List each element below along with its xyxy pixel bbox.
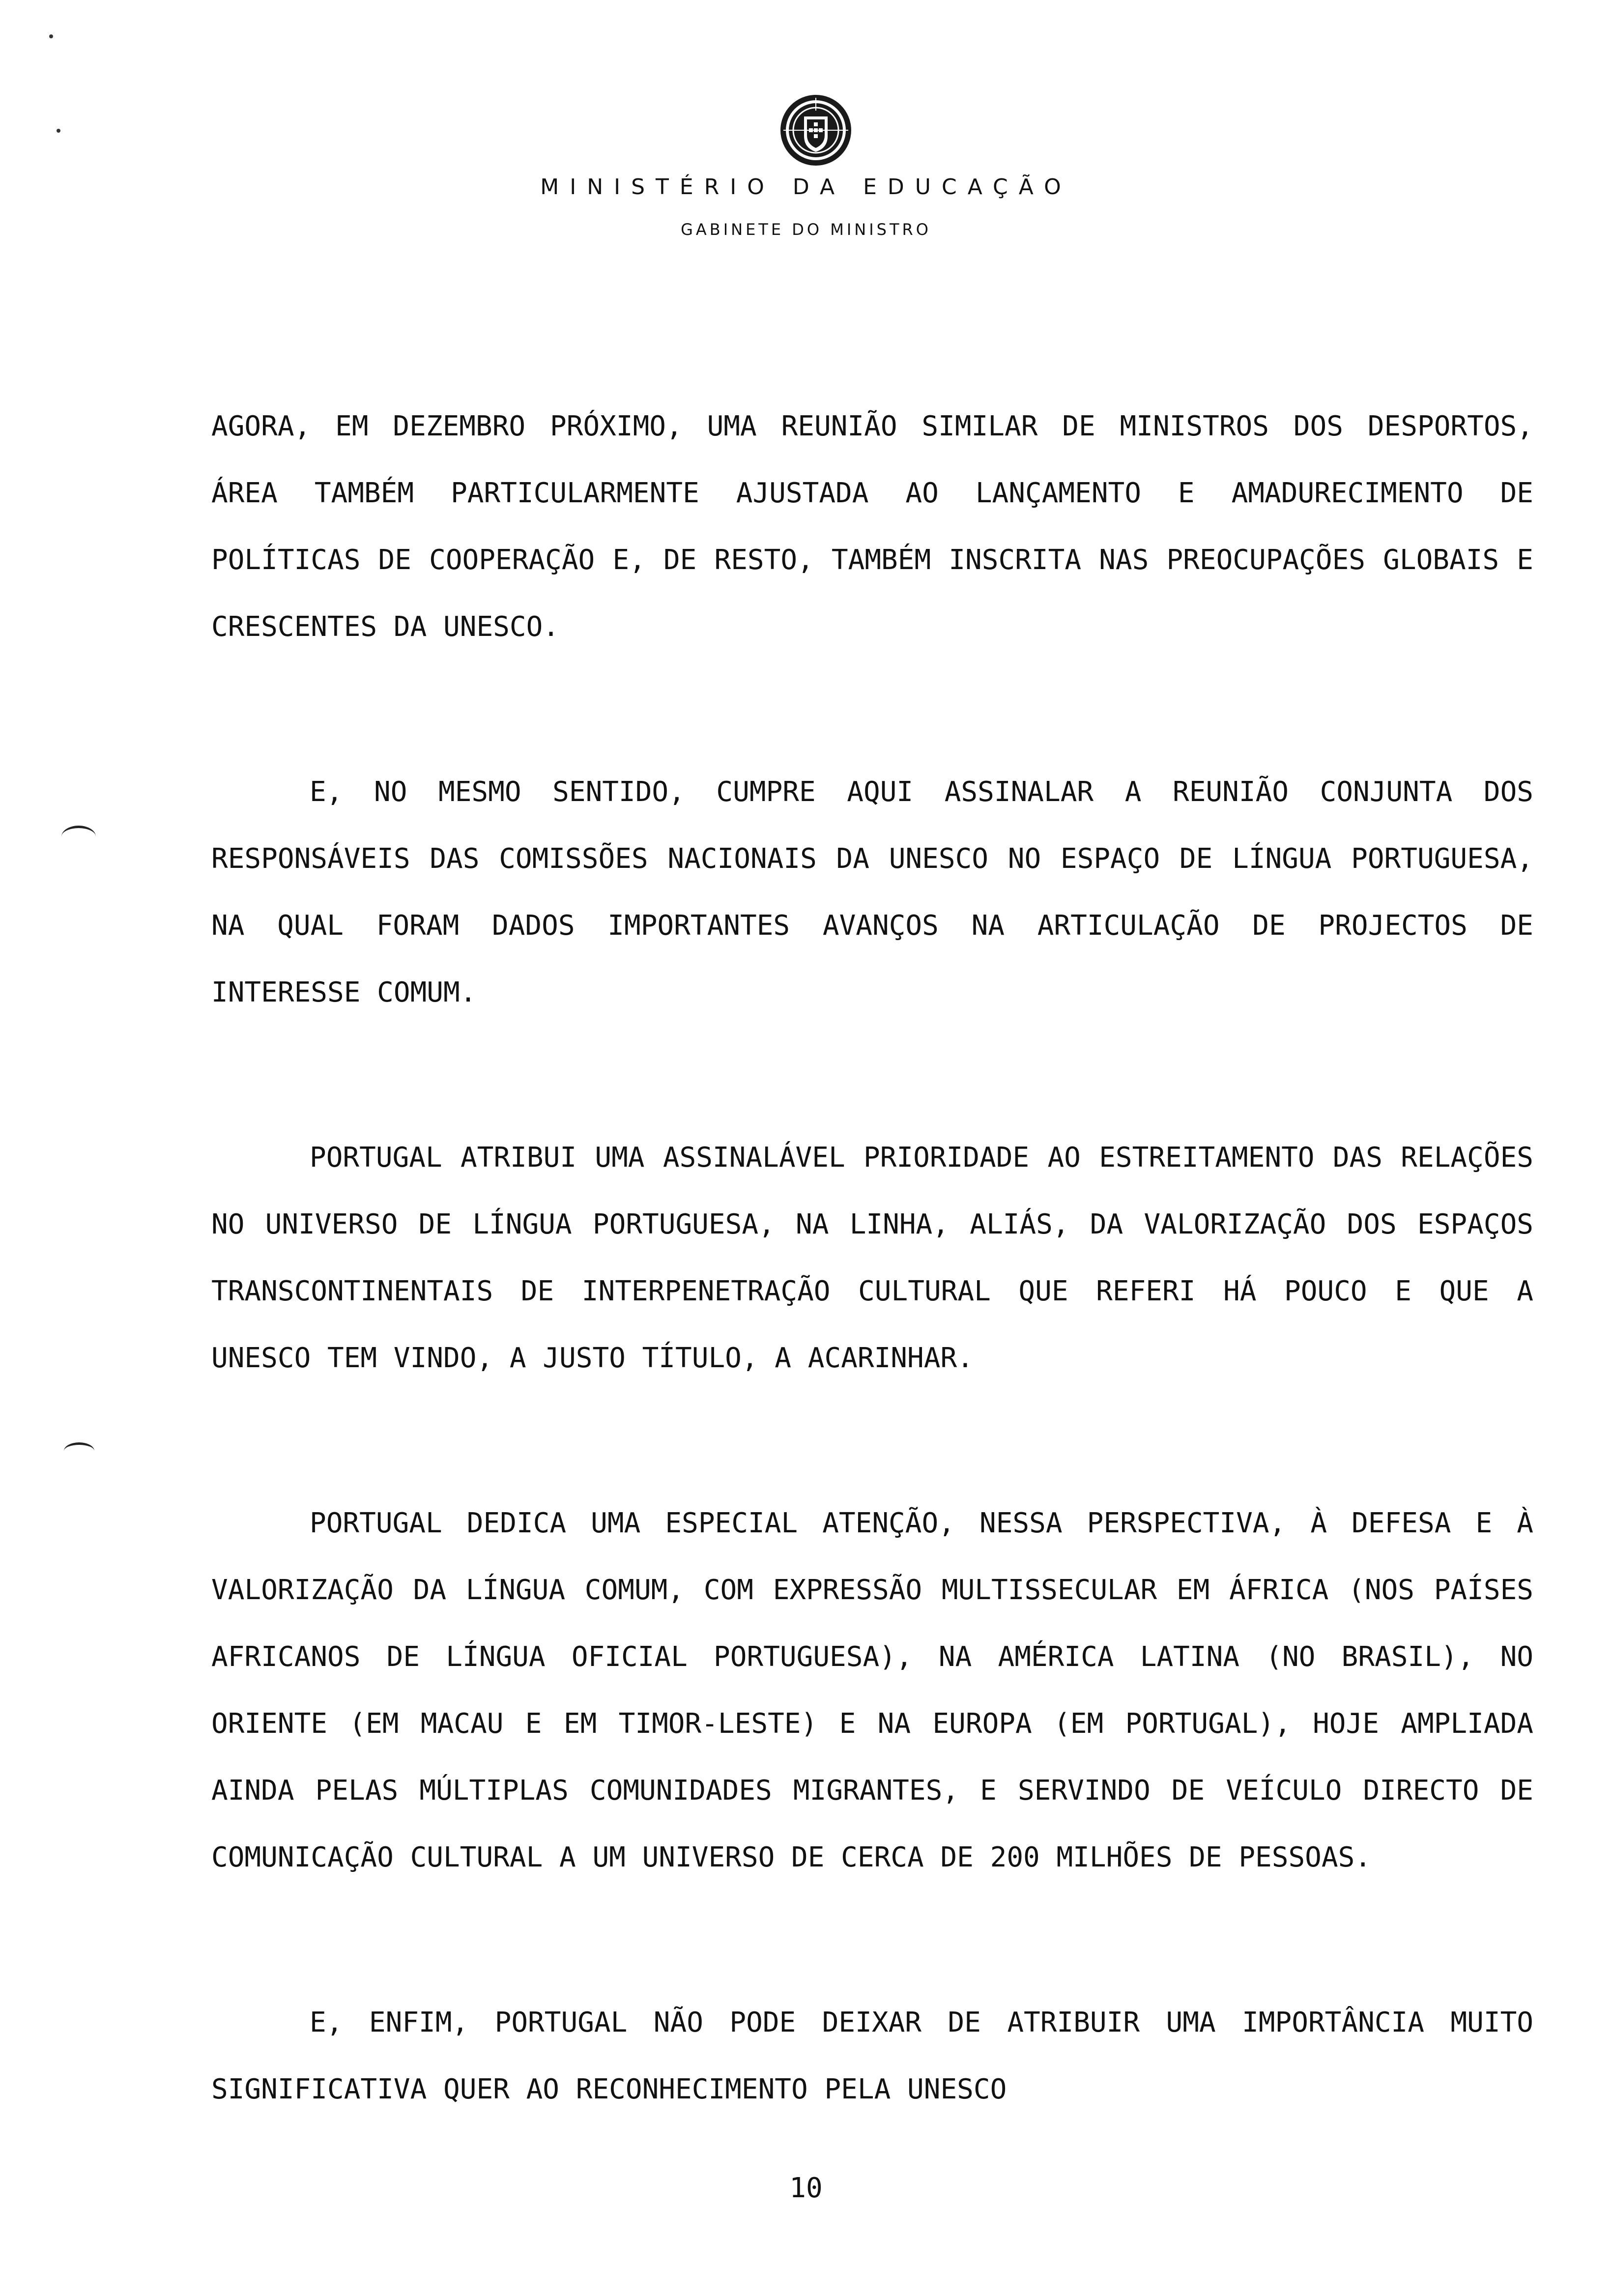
ministry-name: MINISTÉRIO DA EDUCAÇÃO <box>540 174 1072 200</box>
paragraph: PORTUGAL ATRIBUI UMA ASSINALÁVEL PRIORIDADE AO ESTREITAMENTO DAS RELAÇÕES NO UNIVERSO DE LÍNGUA PORTUGUESA, NA LINHA, ALIÁS, DA VALORIZAÇÃO DOS ESPAÇOS TRANSCONTINENTAIS DE INTERPENETRAÇÃO CULTURAL QUE REFERI HÁ POUCO E QUE A UNESCO TEM VINDO, A JUSTO TÍTULO, A ACARINHAR. <box>211 1142 1533 1374</box>
paragraph: E, NO MESMO SENTIDO, CUMPRE AQUI ASSINALAR A REUNIÃO CONJUNTA DOS RESPONSÁVEIS DAS COMISSÕES NACIONAIS DA UNESCO NO ESPAÇO DE LÍNGUA PORTUGUESA, NA QUAL FORAM DADOS IMPORTANTES AVANÇOS NA ARTICULAÇÃO DE PROJECTOS DE INTERESSE COMUM. <box>211 776 1533 1008</box>
paragraph: AGORA, EM DEZEMBRO PRÓXIMO, UMA REUNIÃO SIMILAR DE MINISTROS DOS DESPORTOS, ÁREA TAMBÉM PARTICULARMENTE AJUSTADA AO LANÇAMENTO E AMADURECIMENTO DE POLÍTICAS DE COOPERAÇÃO E, DE RESTO, TAMBÉM INSCRITA NAS PREOCUPAÇÕES GLOBAIS E CRESCENTES DA UNESCO. <box>211 410 1533 643</box>
letter-body <box>211 393 1533 2221</box>
paragraph: PORTUGAL DEDICA UMA ESPECIAL ATENÇÃO, NESSA PERSPECTIVA, À DEFESA E À VALORIZAÇÃO DA LÍNGUA COMUM, COM EXPRESSÃO MULTISSECULAR EM ÁFRICA (NOS PAÍSES AFRICANOS DE LÍNGUA OFICIAL PORTUGUESA), NA AMÉRICA LATINA (NO BRASIL), NO ORIENTE (EM MACAU E EM TIMOR-LESTE) E NA EUROPA (EM PORTUGAL), HOJE AMPLIADA AINDA PELAS MÚLTIPLAS COMUNIDADES MIGRANTES, E SERVINDO DE VEÍCULO DIRECTO DE COMUNICAÇÃO CULTURAL A UM UNIVERSO DE CERCA DE 200 MILHÕES DE PESSOAS. <box>211 1507 1533 1873</box>
margin-mark <box>64 1442 94 1460</box>
scan-speck <box>57 129 60 133</box>
cabinet-name: GABINETE DO MINISTRO <box>681 220 931 239</box>
coat-of-arms-icon <box>777 91 855 170</box>
scan-speck <box>49 34 53 38</box>
margin-mark <box>61 826 96 848</box>
page-number: 10 <box>789 2172 823 2204</box>
paragraph: E, ENFIM, PORTUGAL NÃO PODE DEIXAR DE ATRIBUIR UMA IMPORTÂNCIA MUITO SIGNIFICATIVA QUER AO RECONHECIMENTO PELA UNESCO <box>211 2007 1533 2105</box>
